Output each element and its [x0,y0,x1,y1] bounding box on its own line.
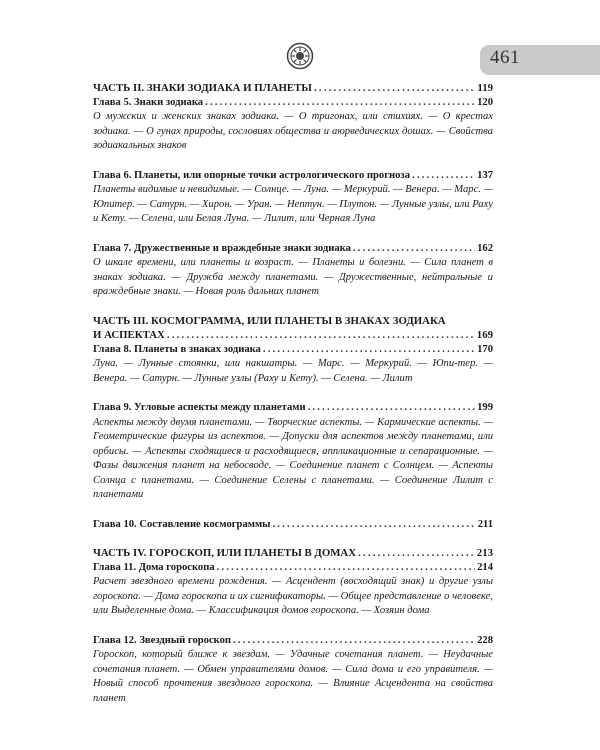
chapter-10-entry[interactable] [93,518,493,533]
part-2-entry[interactable] [93,81,493,96]
part-3-entry[interactable] [93,328,493,343]
chapter-title: Глава 9. Угловые аспекты между планетами [93,402,306,413]
page-ref: 170 [477,343,493,355]
chapter-9-entry[interactable] [93,401,493,416]
page-ref: 169 [476,329,493,341]
chapter-title: Глава 11. Дома гороскопа [93,561,215,573]
chapter-description: О шкале времени, или планеты и возраст. — Планеты и болезни. — Сила планет в знаках зодиака. — Дружба между планетами. — Дружественные, нейтральные и враждебные знаки. — Новая роль дальних планет [93,257,493,297]
chapter-description: Луна. — Лунные стоянки, или накшатры. — Марс. — Меркурий. — Юпи-тер. — Венера. — Сатурн. — Лунные узлы (Раху и Кету). — Селена. — Лилит [93,358,493,384]
part-title: ЧАСТЬ II. ЗНАКИ ЗОДИАКА И ПЛАНЕТЫ [93,82,312,94]
chapter-title: Глава 7. Дружественные и враждебные знаки зодиака [93,242,351,254]
chapter-6-entry[interactable] [93,169,493,184]
chapter-description: Планеты видимые и невидимые. — Солнце. — Луна. — Меркурий. — Венера. — Марс. — Юпитер. — Сатурн. — Хирон. — Уран. — Нептун. — Плутон. — Лунные узлы, или Раху и Кету. — Селена, или Белая Луна. — Лилит, или Черная Луна [93,184,493,224]
leader-dots [167,328,475,343]
page-ref: 137 [477,169,493,181]
rosette-ornament-icon [286,42,314,70]
chapter-5-entry[interactable] [93,96,493,111]
chapter-8-entry[interactable] [93,343,493,358]
page-number: 461 [490,47,520,68]
chapter-description: Расчет звездного времени рождения. — Асцендент (восходящий знак) и другие узлы гороскопа. — Дома гороскопа и их сигнификаторы. — Общее представление о человеке, или Выделенные дома. — Классификация домов гороскопа. — Хозяин дома [93,576,493,616]
leader-dots [314,81,476,96]
chapter-title: Глава 8. Планеты в знаках зодиака [93,343,261,355]
part-4-entry[interactable] [93,546,493,561]
table-of-contents [93,81,493,706]
chapter-description: Аспекты между двумя планетами. — Творческие аспекты. — Кармические аспекты. — Геометрические фигуры из аспектов. — Допуски для аспектов между планетами, или орбисы. — Аспекты сходящиеся и расходящиеся, аппликационные и сепарационные. — Фазы движения планет на небосводе. — Соединение планет с Солнцем. — Аспекты Солнца с планетами. — Соединение Селены с планетами. — Соединение Лилит с планетами [93,416,493,500]
page-ref: 228 [477,634,493,646]
part-3-title-line1: ЧАСТЬ III. КОСМОГРАММА, ИЛИ ПЛАНЕТЫ В ЗНАКАХ ЗОДИАКА [93,314,446,327]
page-ref: 211 [477,518,493,530]
chapter-11-entry[interactable] [93,561,493,576]
leader-dots [217,561,475,576]
leader-dots [263,343,475,358]
leader-dots [205,96,475,111]
page-ref: 214 [477,561,493,573]
page-ref: 213 [476,547,493,559]
chapter-7-entry[interactable] [93,242,493,257]
leader-dots [353,242,475,257]
chapter-title: Глава 6. Планеты, или опорные точки астрологического прогноза [93,169,410,181]
leader-dots [358,546,475,561]
leader-dots [412,169,475,184]
leader-dots [272,518,475,533]
part-title: И АСПЕКТАХ [93,329,165,341]
chapter-title: Глава 10. Составление космограммы [93,518,271,530]
chapter-12-entry[interactable] [93,634,493,649]
chapter-description: Гороскоп, который ближе к звездам. — Удачные сочетания планет. — Неудачные сочетания планет. — Обмен управителями домов. — Сила дома и его управителя. — Новый способ прочтения звездного гороскопа. — Влияние Асцендента на свойства планет [93,649,494,704]
page-ref: 120 [477,96,493,108]
page-ref: 199 [477,402,493,413]
leader-dots [233,634,475,649]
leader-dots [308,401,476,416]
part-title: ЧАСТЬ IV. ГОРОСКОП, ИЛИ ПЛАНЕТЫ В ДОМАХ [93,547,357,559]
page-ref: 162 [477,242,493,254]
page-ref: 119 [477,82,493,94]
chapter-title: Глава 5. Знаки зодиака [93,96,204,108]
chapter-title: Глава 12. Звездный гороскоп [93,634,232,646]
chapter-description: О мужских и женских знаках зодиака. — О тригонах, или стихиях. — О крестах зодиака. — О гунах природы, сословиях общества и аюрведических дошах. — Свойства зодиакальных знаков [93,111,493,151]
